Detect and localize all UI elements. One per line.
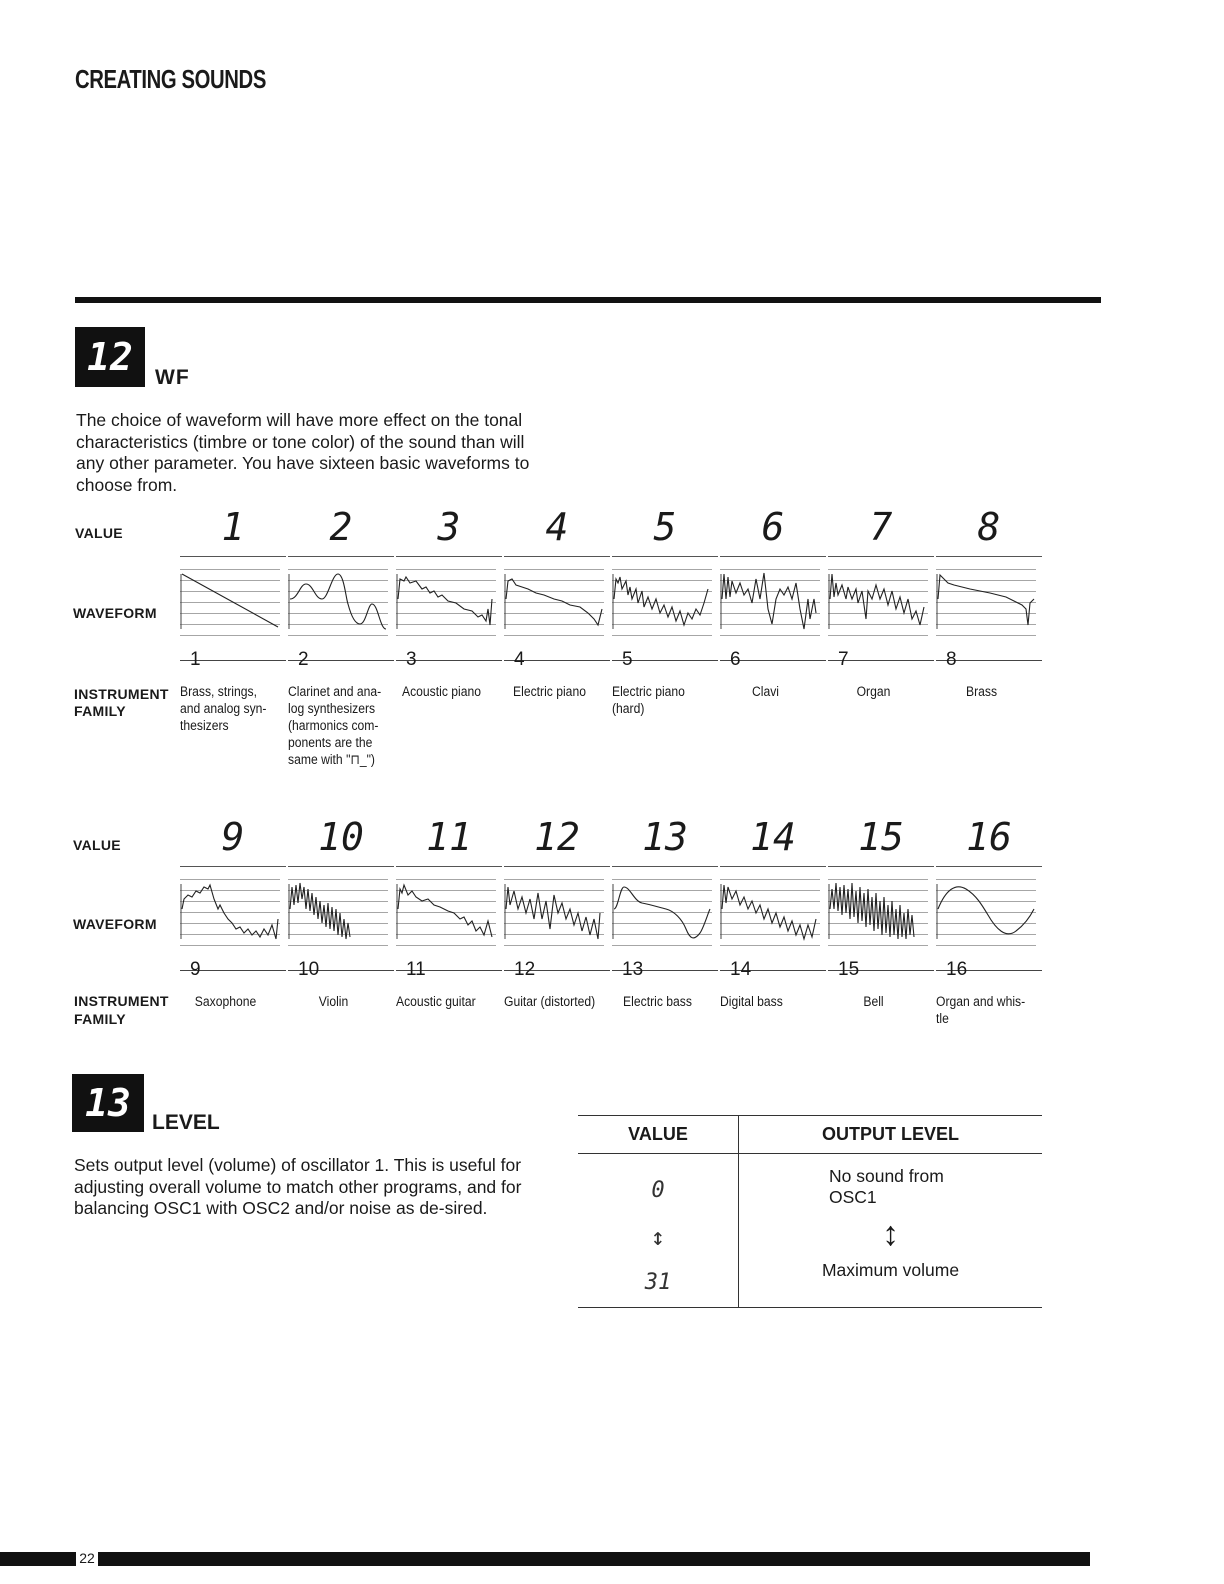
- value-underline: [504, 556, 610, 557]
- level-table: [578, 1115, 1042, 1308]
- violin-waveform-icon: [288, 877, 388, 947]
- waveform-number-label: 4: [514, 649, 525, 670]
- instrument-family-text: Brass: [965, 684, 998, 699]
- waveform-value-number: 15: [858, 815, 904, 859]
- min-output-text: No sound from OSC1: [829, 1166, 944, 1207]
- digital-bass-waveform-icon: [720, 877, 820, 947]
- level-description: Sets output level (volume) of oscillator 1. This is useful for adjusting overall volume to match other programs, and for balancing OSC1 with OSC2 and/or noise as de-sired.: [74, 1155, 522, 1218]
- waveform-column: [612, 815, 718, 1045]
- waveform-column: [288, 505, 394, 785]
- header-divider: [75, 297, 1101, 303]
- value-column: [578, 1154, 739, 1308]
- instrument-family-text: Organ and whis-tle: [936, 994, 1026, 1026]
- waveform-column: [180, 815, 286, 1045]
- page-number: 22: [76, 1549, 98, 1567]
- value-underline: [612, 866, 718, 867]
- section-title-wf: WF: [155, 366, 190, 389]
- output-level-column-header: OUTPUT LEVEL: [821, 1124, 959, 1144]
- waveform-column: [936, 505, 1042, 785]
- saxophone-waveform-icon: [180, 877, 280, 947]
- value-underline: [612, 556, 718, 557]
- instrument-row-label: INSTRUMENT: [74, 686, 169, 702]
- max-output-text: Maximum volume: [821, 1260, 960, 1280]
- parameter-badge-wf: [75, 327, 145, 387]
- instrument-family-text: Acoustic guitar: [396, 994, 476, 1009]
- instrument-row-label: INSTRUMENT: [74, 993, 169, 1009]
- waveform-number-label: 6: [730, 649, 741, 670]
- waveform-row-label: WAVEFORM: [73, 605, 157, 621]
- waveform-value-number: 3: [437, 505, 461, 549]
- footer-bar: [0, 1552, 1090, 1566]
- value-underline: [396, 556, 502, 557]
- min-value: 0: [651, 1178, 665, 1203]
- family-row-label: FAMILY: [74, 1011, 126, 1027]
- waveform-column: [396, 505, 502, 785]
- waveform-number: [288, 959, 394, 981]
- waveform-number-label: 8: [946, 649, 957, 670]
- badge-number: 12: [87, 335, 133, 379]
- waveform-value-number: 5: [653, 505, 677, 549]
- instrument-family-text: Electric piano (hard): [612, 684, 685, 716]
- instrument-family-text: Guitar (distorted): [504, 994, 596, 1009]
- waveform-number-label: 13: [622, 959, 644, 980]
- value-underline: [180, 866, 286, 867]
- waveform-number-label: 5: [622, 649, 633, 670]
- value-underline: [288, 866, 394, 867]
- waveform-value-number: 6: [761, 505, 785, 549]
- waveform-number-label: 11: [406, 959, 426, 980]
- waveform-number-label: 10: [298, 959, 320, 980]
- waveform-number: [504, 649, 610, 671]
- value-underline: [180, 556, 286, 557]
- waveform-number: [288, 649, 394, 671]
- brass-waveform-icon: [936, 567, 1036, 637]
- waveform-column: [720, 505, 826, 785]
- waveform-number: [828, 649, 934, 671]
- waveform-column: [504, 815, 610, 1045]
- range-arrow-icon: ↕: [650, 1223, 666, 1251]
- waveform-number: [720, 649, 826, 671]
- waveform-number-label: 16: [946, 959, 968, 980]
- waveform-value-number: 2: [329, 505, 353, 549]
- instrument-family-text: Bell: [863, 994, 884, 1009]
- bell-waveform-icon: [828, 877, 928, 947]
- waveform-grid-9-16: [180, 815, 1046, 1045]
- value-underline: [828, 556, 934, 557]
- waveform-number: [612, 959, 718, 981]
- value-underline: [504, 866, 610, 867]
- waveform-number-label: 14: [730, 959, 752, 980]
- acoustic-piano-waveform-icon: [396, 567, 496, 637]
- waveform-number: [504, 959, 610, 981]
- waveform-number: [180, 959, 286, 981]
- waveform-number-label: 9: [190, 959, 201, 980]
- value-underline: [720, 866, 826, 867]
- waveform-value-number: 7: [869, 505, 893, 549]
- waveform-value-number: 10: [318, 815, 364, 859]
- electric-piano-waveform-icon: [504, 567, 604, 637]
- waveform-value-number: 1: [221, 505, 245, 549]
- value-underline: [396, 866, 502, 867]
- waveform-value-number: 11: [426, 815, 472, 859]
- parameter-badge-level: [72, 1074, 144, 1132]
- instrument-family-text: Saxophone: [194, 994, 257, 1009]
- value-row-label: VALUE: [73, 837, 121, 853]
- waveform-column: [396, 815, 502, 1045]
- organ-waveform-icon: [828, 567, 928, 637]
- instrument-family-text: Brass, strings, and analog syn-thesizers: [180, 684, 267, 733]
- wf-description: The choice of waveform will have more effect on the tonal characteristics (timbre or tone color) of the sound than will any other parameter. You have sixteen basic waveforms to choose from.: [76, 410, 530, 495]
- value-underline: [828, 866, 934, 867]
- waveform-value-number: 13: [642, 815, 688, 859]
- waveform-number: [936, 649, 1042, 671]
- waveform-column: [720, 815, 826, 1045]
- electric-piano-hard-waveform-icon: [612, 567, 712, 637]
- value-underline: [720, 556, 826, 557]
- waveform-row-label: WAVEFORM: [73, 916, 157, 932]
- distorted-guitar-waveform-icon: [504, 877, 604, 947]
- value-row-label: VALUE: [75, 525, 123, 541]
- instrument-family-text: Electric piano: [513, 684, 586, 699]
- badge-number: 13: [85, 1081, 131, 1125]
- waveform-number: [180, 649, 286, 671]
- waveform-number: [828, 959, 934, 981]
- value-column-header: VALUE: [578, 1116, 739, 1154]
- value-underline: [936, 866, 1042, 867]
- waveform-column: [612, 505, 718, 785]
- output-column: [739, 1154, 1043, 1308]
- value-underline: [936, 556, 1042, 557]
- instrument-family-text: Clarinet and ana-log synthesizers (harmonics com-ponents are the same with "⊓_"): [288, 684, 382, 767]
- waveform-column: [828, 815, 934, 1045]
- instrument-family-text: Acoustic piano: [401, 684, 482, 699]
- waveform-value-number: 8: [977, 505, 1001, 549]
- clavi-waveform-icon: [720, 567, 820, 637]
- waveform-number: [396, 649, 502, 671]
- waveform-number: [936, 959, 1042, 981]
- waveform-column: [828, 505, 934, 785]
- instrument-family-text: Violin: [318, 994, 349, 1009]
- waveform-value-number: 12: [534, 815, 580, 859]
- waveform-value-number: 4: [545, 505, 569, 549]
- instrument-family-text: Digital bass: [720, 994, 783, 1009]
- waveform-column: [936, 815, 1042, 1045]
- instrument-family-text: Electric bass: [623, 994, 692, 1009]
- waveform-number: [612, 649, 718, 671]
- sine-waveform-icon: [936, 877, 1036, 947]
- waveform-value-number: 16: [966, 815, 1012, 859]
- page-header-title: CREATING SOUNDS: [75, 64, 266, 94]
- waveform-number: [396, 959, 502, 981]
- family-row-label: FAMILY: [74, 703, 126, 719]
- waveform-value-number: 14: [750, 815, 796, 859]
- max-value: 31: [644, 1270, 672, 1295]
- waveform-column: [504, 505, 610, 785]
- waveform-column: [288, 815, 394, 1045]
- instrument-family-text: Clavi: [751, 684, 779, 699]
- waveform-value-number: 9: [221, 815, 245, 859]
- instrument-family-text: Organ: [856, 684, 891, 699]
- range-arrow-icon: ↕: [882, 1215, 899, 1253]
- waveform-grid-1-8: [180, 505, 1046, 785]
- acoustic-guitar-waveform-icon: [396, 877, 496, 947]
- waveform-number: [720, 959, 826, 981]
- sawtooth-waveform-icon: [180, 567, 280, 637]
- waveform-number-label: 12: [514, 959, 536, 980]
- value-underline: [288, 556, 394, 557]
- waveform-number-label: 2: [298, 649, 309, 670]
- electric-bass-waveform-icon: [612, 877, 712, 947]
- waveform-number-label: 1: [190, 649, 201, 670]
- waveform-column: [180, 505, 286, 785]
- waveform-number-label: 7: [838, 649, 849, 670]
- clarinet-waveform-icon: [288, 567, 388, 637]
- waveform-number-label: 15: [838, 959, 860, 980]
- section-title-level: LEVEL: [152, 1111, 220, 1134]
- waveform-number-label: 3: [406, 649, 417, 670]
